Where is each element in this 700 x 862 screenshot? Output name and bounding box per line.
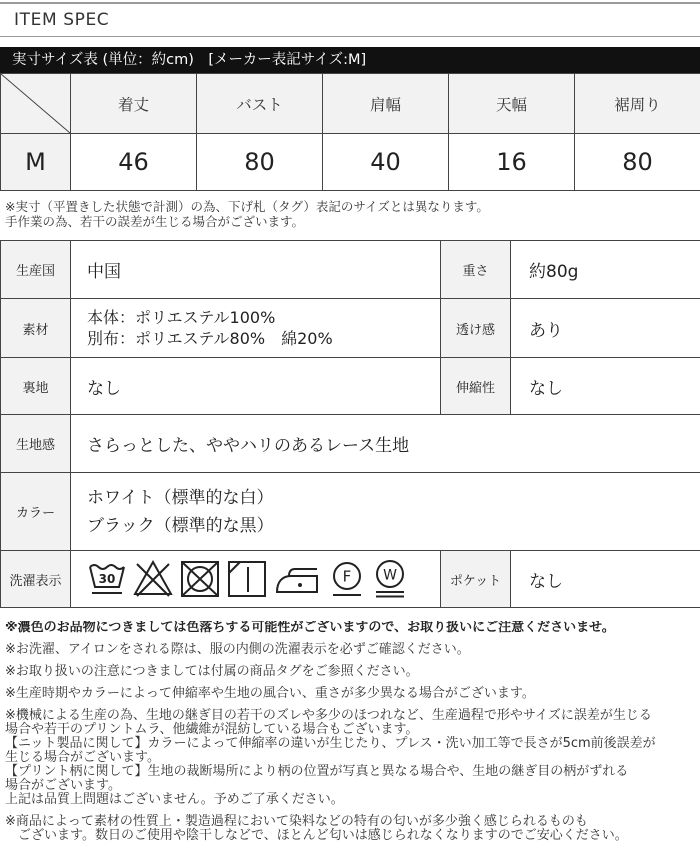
label-material: 素材 <box>1 299 71 358</box>
value-length: 46 <box>71 134 197 191</box>
value-bust: 80 <box>197 134 323 191</box>
size-row <box>1 134 700 191</box>
note-paragraph <box>5 709 700 807</box>
value-neck-width: 16 <box>449 134 575 191</box>
spec-row-care <box>1 551 700 608</box>
value-stretch: なし <box>511 358 700 415</box>
note-paragraph <box>5 665 700 679</box>
diagonal-line <box>1 74 70 133</box>
iron-low-icon <box>273 558 323 600</box>
value-hem: 80 <box>575 134 700 191</box>
label-stretch: 伸縮性 <box>441 358 511 415</box>
value-material <box>71 299 441 358</box>
value-shoulder: 40 <box>323 134 449 191</box>
size-table-caption: 実寸サイズ表 (単位：約cm) [メーカー表記サイズ:M] <box>0 47 700 73</box>
value-origin: 中国 <box>71 241 441 299</box>
note-line: ございます。数日のご使用や陰干しなどで、ほとんど匂いは感じられなくなりますのでご安心ください。 <box>5 828 628 843</box>
value-texture: さらっとした、ややハリのあるレース生地 <box>71 415 700 473</box>
label-care: 洗濯表示 <box>1 551 71 608</box>
note-line: ※商品によって素材の性質上・製造過程において染料などの特有の匂いが多少強く感じられるものも <box>5 814 588 829</box>
note-line: ※お洗濯、アイロンをされる際は、服の内側の洗濯表示を必ずご確認ください。 <box>5 642 470 657</box>
wet-clean-mark: W <box>383 567 397 584</box>
label-lining: 裏地 <box>1 358 71 415</box>
note-line: 上記は品質上問題はございません。予めご了承ください。 <box>5 792 344 807</box>
material-line: 別布：ポリエステル80% 綿20% <box>87 329 333 348</box>
note-line: 場合や若干のプリントムラ、他繊維が混紡している場合もございます。 <box>5 722 419 737</box>
dry-clean-f-icon <box>328 558 366 600</box>
spec-row-origin <box>1 241 700 299</box>
size-table-corner-cell <box>1 74 71 134</box>
value-weight: 約80g <box>511 241 700 299</box>
spec-row-texture <box>1 415 700 473</box>
dry-clean-mark: F <box>342 567 352 586</box>
size-table <box>0 73 700 191</box>
wash-tub-30-icon <box>87 558 127 600</box>
value-color <box>71 473 700 551</box>
color-option: ブラック（標準的な黒） <box>87 515 274 536</box>
note-line: ※機械による生産の為、生地の継ぎ目の若干のズレや多少のほつれなど、生産過程で形やサイズに誤差が生じる <box>5 708 652 723</box>
value-sheerness: あり <box>511 299 700 358</box>
label-pocket: ポケット <box>441 551 511 608</box>
spec-row-material <box>1 299 700 358</box>
wash-temperature-label: 30 <box>98 572 116 586</box>
section-title: ITEM SPEC <box>14 10 110 30</box>
wet-clean-icon <box>371 558 409 600</box>
label-texture: 生地感 <box>1 415 71 473</box>
color-option: ホワイト（標準的な白） <box>87 487 274 508</box>
note-line: 【ニット製品に関して】カラーによって伸縮率の違いが生じたり、プレス・洗い加工等で長さが5cm前後誤差が <box>5 736 656 751</box>
column-header-shoulder: 肩幅 <box>323 74 449 134</box>
column-header-hem: 裾周り <box>575 74 700 134</box>
column-header-length: 着丈 <box>71 74 197 134</box>
material-line: 本体：ポリエステル100% <box>87 308 276 327</box>
size-label: M <box>1 134 71 191</box>
size-note-line: 手作業の為、若干の誤差が生じる場合がございます。 <box>5 214 305 229</box>
care-notes <box>5 621 700 851</box>
note-line: 生じる場合がございます。 <box>5 750 160 765</box>
note-paragraph <box>5 687 700 701</box>
column-header-bust: バスト <box>197 74 323 134</box>
tumble-dry-prohibited-icon <box>179 558 221 600</box>
line-dry-shade-icon <box>226 558 268 600</box>
label-sheerness: 透け感 <box>441 299 511 358</box>
bleach-prohibited-icon <box>132 558 174 600</box>
size-note-line: ※実寸（平置きした状態で計測）の為、下げ札（タグ）表記のサイズとは異なります。 <box>5 199 489 214</box>
note-line: ※お取り扱いの注意につきましては付属の商品タグをご参照ください。 <box>5 664 419 679</box>
note-paragraph <box>5 815 700 843</box>
care-icon-list <box>87 558 440 600</box>
spec-table <box>0 240 700 608</box>
note-line: ※濃色のお品物につきましては色落ちする可能性がございますので、お取り扱いにご注意くださいませ。 <box>5 621 615 635</box>
label-weight: 重さ <box>441 241 511 299</box>
note-paragraph <box>5 643 700 657</box>
note-line: 【プリント柄に関して】生地の裁断場所により柄の位置が写真と異なる場合や、生地の継ぎ目の柄がずれる <box>5 764 629 779</box>
value-pocket: なし <box>511 551 700 608</box>
size-notes <box>5 199 489 229</box>
column-header-neck-width: 天幅 <box>449 74 575 134</box>
label-origin: 生産国 <box>1 241 71 299</box>
section-header <box>0 2 700 37</box>
spec-row-color <box>1 473 700 551</box>
size-table-header-row <box>1 74 700 134</box>
spec-row-lining <box>1 358 700 415</box>
value-lining: なし <box>71 358 441 415</box>
note-line: ※生産時期やカラーによって伸縮率や生地の風合い、重さが多少異なる場合がございます。 <box>5 686 535 701</box>
value-care-icons <box>71 551 441 608</box>
note-line: 場合がございます。 <box>5 778 121 793</box>
note-paragraph <box>5 621 700 635</box>
label-color: カラー <box>1 473 71 551</box>
